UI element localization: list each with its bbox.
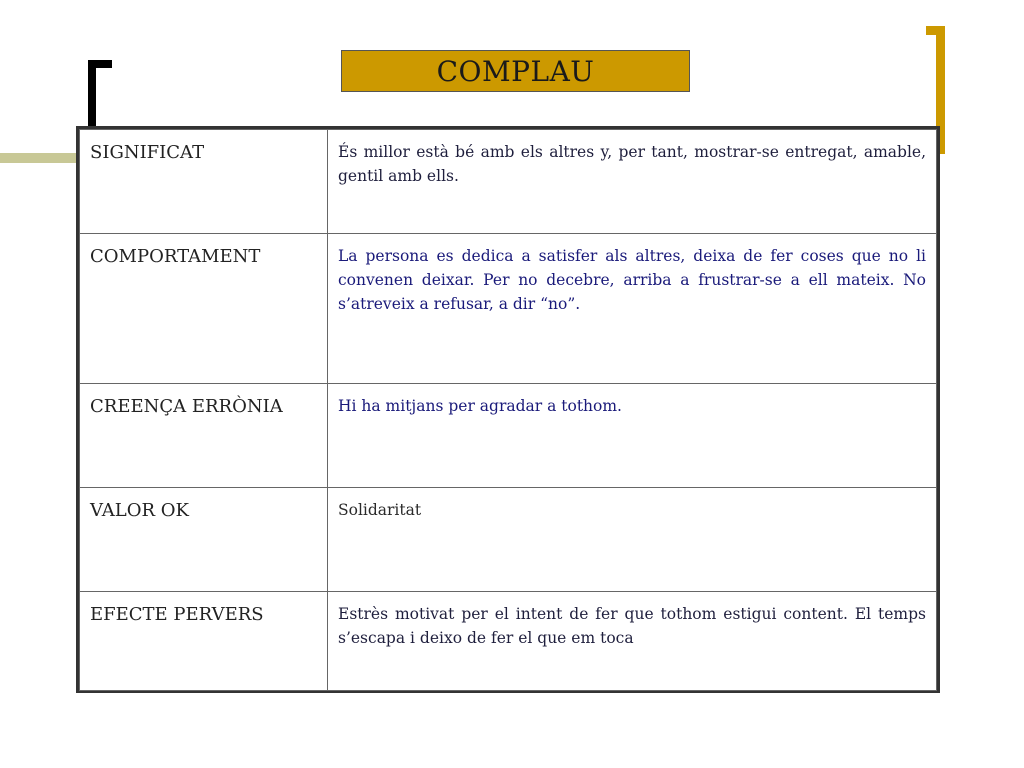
row-value-comportament: La persona es dedica a satisfer als altres, deixa de fer coses que no li convenen deixar. Per no decebre, arriba a frustrar-se a ell mateix. No s’atreveix a refusar, a dir “no”. (328, 234, 937, 384)
decorative-bracket-right-top (926, 26, 945, 35)
row-value-valor-ok: Solidaritat (328, 488, 937, 592)
title-box (341, 50, 690, 92)
decorative-bracket-left-top (88, 60, 112, 68)
table-row (80, 488, 937, 592)
row-label-creenca-erronia: CREENÇA ERRÒNIA (80, 384, 328, 488)
content-table (76, 126, 940, 693)
row-label-efecte-pervers: EFECTE PERVERS (80, 592, 328, 691)
row-label-significat: SIGNIFICAT (80, 130, 328, 234)
row-value-significat: És millor està bé amb els altres y, per tant, mostrar-se entregat, amable, gentil amb ells. (328, 130, 937, 234)
decorative-left-bar (0, 153, 78, 163)
page-title: COMPLAU (436, 54, 595, 88)
table-row (80, 234, 937, 384)
row-label-comportament: COMPORTAMENT (80, 234, 328, 384)
table-grid (79, 129, 937, 691)
decorative-bracket-left (88, 60, 96, 130)
row-value-creenca-erronia: Hi ha mitjans per agradar a tothom. (328, 384, 937, 488)
row-label-valor-ok: VALOR OK (80, 488, 328, 592)
table-row (80, 592, 937, 691)
row-value-efecte-pervers: Estrès motivat per el intent de fer que tothom estigui content. El temps s’escapa i deixo de fer el que em toca (328, 592, 937, 691)
table-row (80, 130, 937, 234)
table-row (80, 384, 937, 488)
